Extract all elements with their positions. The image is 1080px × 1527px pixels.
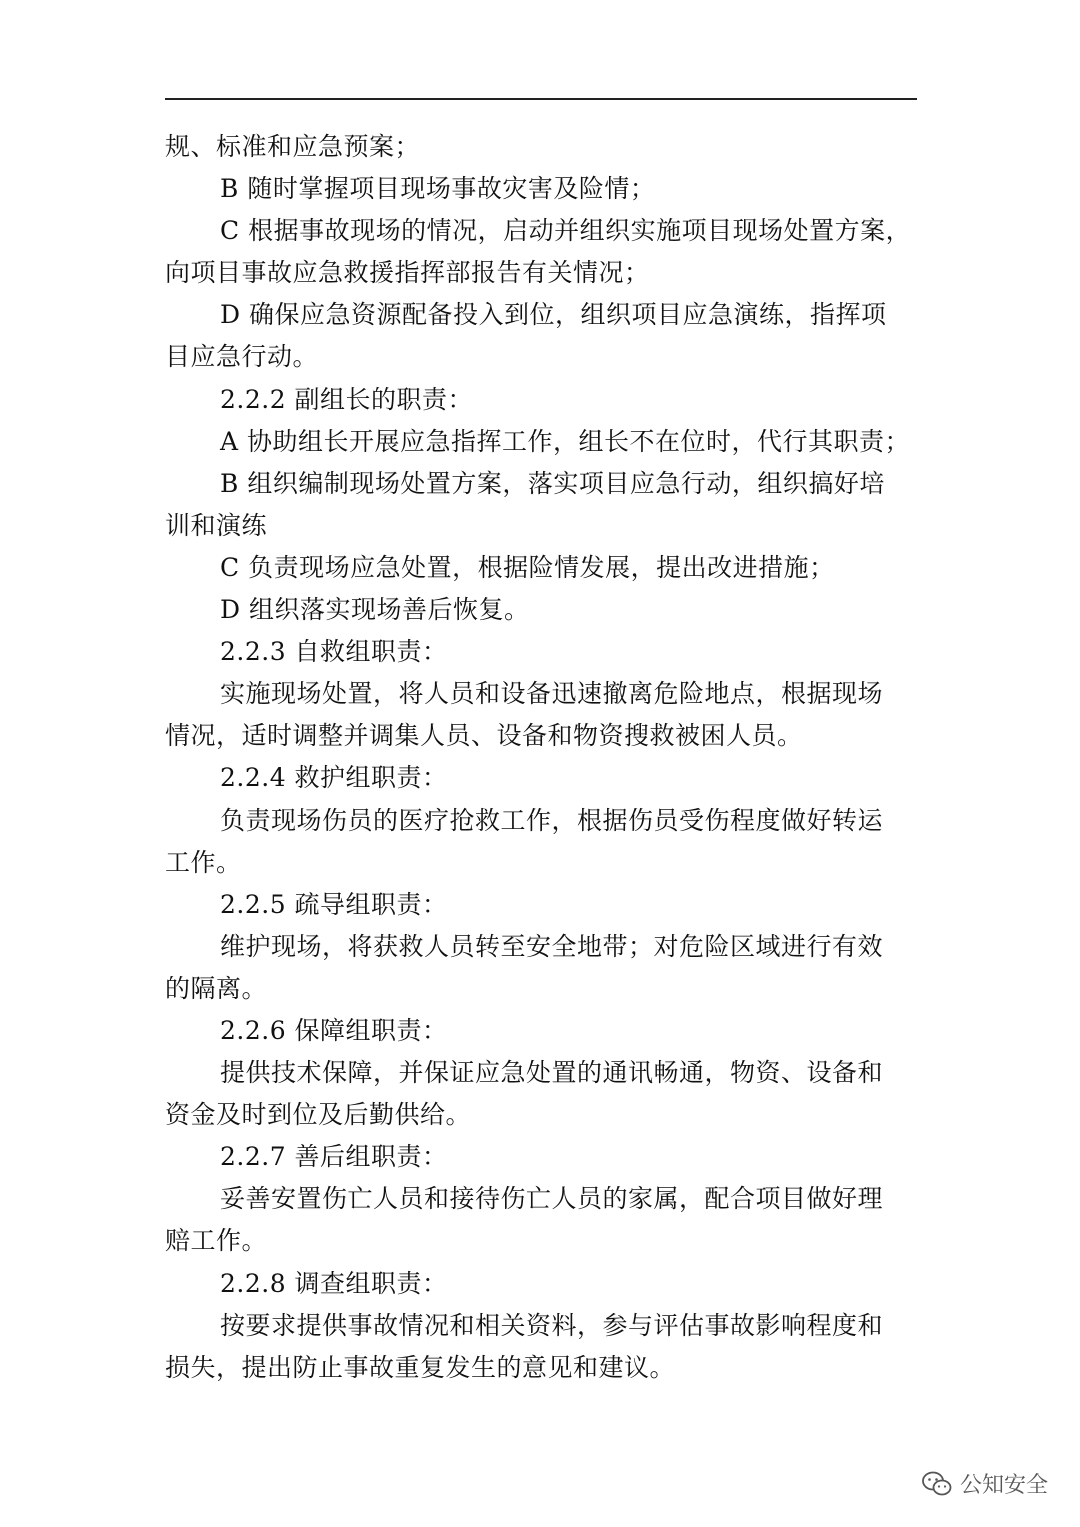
text-line: 的隔离。 bbox=[165, 973, 268, 1003]
text-line: 向项目事故应急救援指挥部报告有关情况； bbox=[165, 258, 650, 288]
text-line: C 根据事故现场的情况，启动并组织实施项目现场处置方案， bbox=[220, 216, 912, 246]
text-line: A 协助组长开展应急指挥工作，组长不在位时，代行其职责； bbox=[220, 426, 911, 456]
text-line: D 确保应急资源配备投入到位，组织项目应急演练，指挥项 bbox=[220, 300, 887, 330]
text-line: 规、标准和应急预案； bbox=[165, 132, 421, 161]
text-line: B 组织编制现场处置方案，落实项目应急行动，组织搞好培 bbox=[220, 468, 885, 498]
text-line: 2.2.3 自救组职责： bbox=[220, 637, 448, 667]
text-line: 损失，提出防止事故重复发生的意见和建议。 bbox=[165, 1352, 676, 1382]
watermark bbox=[922, 1468, 1048, 1499]
document-body bbox=[165, 126, 917, 1389]
text-line: 按要求提供事故情况和相关资料，参与评估事故影响程度和 bbox=[220, 1310, 884, 1340]
text-line: 负责现场伤员的医疗抢救工作，根据伤员受伤程度做好转运 bbox=[220, 805, 884, 835]
wechat-icon bbox=[922, 1471, 952, 1497]
text-line: B 随时掌握项目现场事故灾害及险情； bbox=[220, 174, 656, 204]
text-line: D 组织落实现场善后恢复。 bbox=[220, 595, 530, 625]
text-line: 维护现场，将获救人员转至安全地带；对危险区域进行有效 bbox=[220, 931, 884, 961]
text-line: 赔工作。 bbox=[165, 1226, 268, 1256]
text-line: 2.2.6 保障组职责： bbox=[220, 1015, 448, 1045]
text-line: 实施现场处置，将人员和设备迅速撤离危险地点，根据现场 bbox=[220, 679, 884, 709]
text-line: 2.2.8 调查组职责： bbox=[220, 1268, 448, 1298]
text-line: 2.2.7 善后组职责： bbox=[220, 1142, 448, 1172]
text-line: 提供技术保障，并保证应急处置的通讯畅通，物资、设备和 bbox=[220, 1058, 884, 1088]
text-line: 目应急行动。 bbox=[165, 342, 319, 372]
text-line: 2.2.4 救护组职责： bbox=[220, 763, 448, 793]
text-line: 情况，适时调整并调集人员、设备和物资搜救被困人员。 bbox=[165, 721, 803, 751]
text-line: 工作。 bbox=[165, 847, 242, 877]
text-line: 资金及时到位及后勤供给。 bbox=[165, 1100, 472, 1130]
text-line: 2.2.2 副组长的职责： bbox=[220, 384, 474, 414]
text-line: 妥善安置伤亡人员和接待伤亡人员的家属，配合项目做好理 bbox=[220, 1184, 884, 1214]
text-line: C 负责现场应急处置，根据险情发展，提出改进措施； bbox=[220, 552, 835, 582]
watermark-text: 公知安全 bbox=[959, 1473, 1048, 1498]
text-line: 2.2.5 疏导组职责： bbox=[220, 889, 448, 919]
header-rule bbox=[165, 98, 917, 100]
text-line: 训和演练 bbox=[165, 510, 268, 540]
